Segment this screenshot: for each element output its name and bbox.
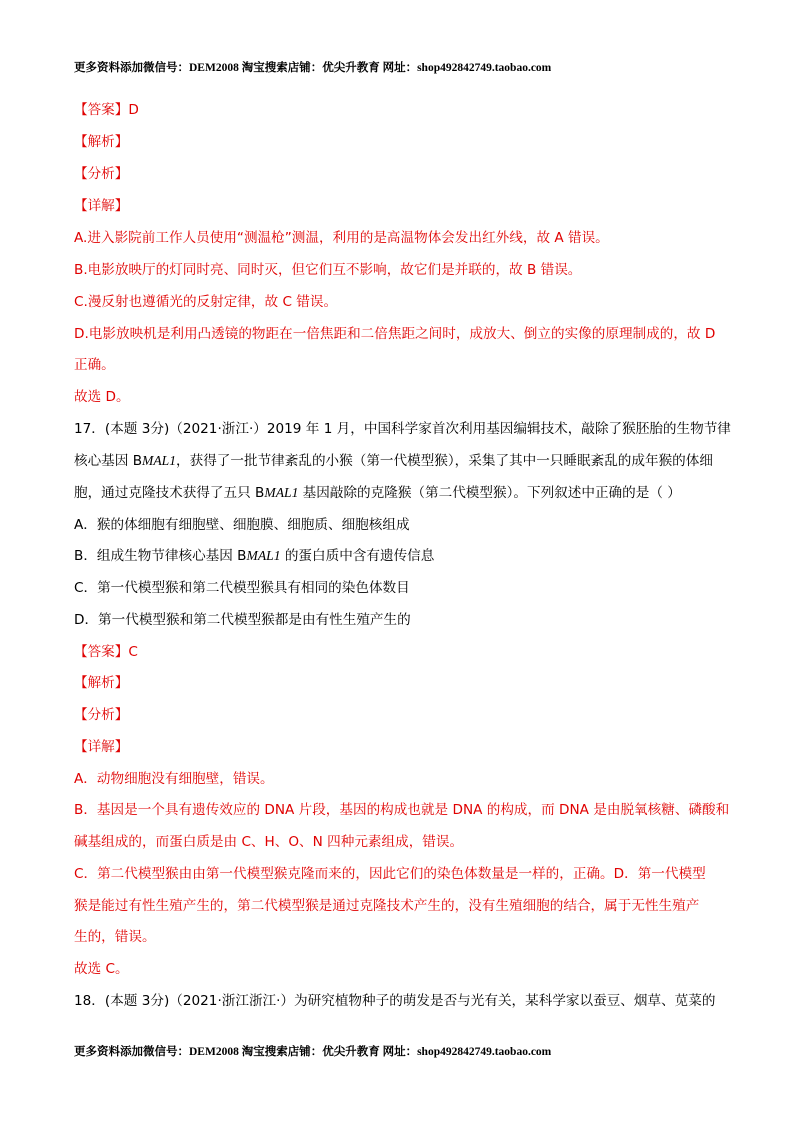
q17-stem-text: 基因敲除的克隆猴（第二代模型猴）。下列叙述中正确的是（ ） <box>298 485 681 501</box>
q17-stem-line <box>74 451 713 471</box>
q17-detail-label: 【详解】 <box>74 739 129 755</box>
q16-fenxi-label: 【分析】 <box>74 166 129 182</box>
q18-stem-line: 18．(本题 3分)（2021·浙江浙江·）为研究植物种子的萌发是否与光有关，某科学家以蚕豆、烟草、苋菜的 <box>74 993 716 1009</box>
q16-detail-line: B.电影放映厅的灯同时亮、同时灭，但它们互不影响，故它们是并联的，故 B 错误。 <box>74 262 582 278</box>
q17-detail-line: B．基因是一个具有遗传效应的 DNA 片段，基因的构成也就是 DNA 的构成，而 DNA 是由脱氧核糖、磷酸和 <box>74 802 730 818</box>
q17-stem-line <box>74 483 681 503</box>
q17-detail-line: 生的，错误。 <box>74 929 156 945</box>
gene-name: MAL1 <box>142 453 177 468</box>
q16-detail-line: A.进入影院前工作人员使用“测温枪”测温，利用的是高温物体会发出红外线，故 A 错误。 <box>74 230 609 246</box>
q16-answer: 【答案】D <box>74 102 139 118</box>
q16-choose: 故选 D。 <box>74 389 130 405</box>
gene-name: MAL1 <box>246 548 281 563</box>
q17-detail-line: A．动物细胞没有细胞壁，错误。 <box>74 771 274 787</box>
q17-stem-text: 胞，通过克隆技术获得了五只 B <box>74 485 265 501</box>
q17-option-d: D．第一代模型猴和第二代模型猴都是由有性生殖产生的 <box>74 612 411 628</box>
q17-option-text: B．组成生物节律核心基因 B <box>74 548 247 564</box>
q17-stem-line: 17．(本题 3分)（2021·浙江·）2019 年 1 月，中国科学家首次利用基因编辑技术，敲除了猴胚胎的生物节律 <box>74 421 731 437</box>
q17-analysis-label: 【解析】 <box>74 675 129 691</box>
q17-option-a: A．猴的体细胞有细胞壁、细胞膜、细胞质、细胞核组成 <box>74 517 410 533</box>
page-footer: 更多资料添加微信号：DEM2008 淘宝搜索店铺：优尖升教育 网址：shop492842749.taobao.com <box>74 1046 552 1058</box>
q17-stem-text: ，获得了一批节律紊乱的小猴（第一代模型猴），采集了其中一只睡眠紊乱的成年猴的体细 <box>176 453 713 469</box>
q16-analysis-label: 【解析】 <box>74 134 129 150</box>
q17-option-c: C．第一代模型猴和第二代模型猴具有相同的染色体数目 <box>74 580 410 596</box>
q17-option-text: 的蛋白质中含有遗传信息 <box>280 548 435 564</box>
q16-detail-line: 正确。 <box>74 357 115 373</box>
q16-detail-line: C.漫反射也遵循光的反射定律，故 C 错误。 <box>74 294 338 310</box>
q17-choose: 故选 C。 <box>74 961 129 977</box>
q16-detail-line: D.电影放映机是利用凸透镜的物距在一倍焦距和二倍焦距之间时，成放大、倒立的实像的原理制成的，故 D <box>74 326 716 342</box>
q17-stem-text: 核心基因 B <box>74 453 143 469</box>
q17-detail-line: 碱基组成的，而蛋白质是由 C、H、O、N 四种元素组成，错误。 <box>74 834 464 850</box>
q17-detail-line: C．第二代模型猴由由第一代模型猴克隆而来的，因此它们的染色体数量是一样的，正确。D．第一代模型 <box>74 866 706 882</box>
q17-detail-line: 猴是能过有性生殖产生的，第二代模型猴是通过克隆技术产生的，没有生殖细胞的结合，属于无性生殖产 <box>74 898 700 914</box>
page-header: 更多资料添加微信号：DEM2008 淘宝搜索店铺：优尖升教育 网址：shop492842749.taobao.com <box>74 62 552 74</box>
q17-option-b <box>74 546 434 566</box>
q17-fenxi-label: 【分析】 <box>74 707 129 723</box>
q16-detail-label: 【详解】 <box>74 198 129 214</box>
gene-name: MAL1 <box>264 485 299 500</box>
q17-answer: 【答案】C <box>74 644 138 660</box>
